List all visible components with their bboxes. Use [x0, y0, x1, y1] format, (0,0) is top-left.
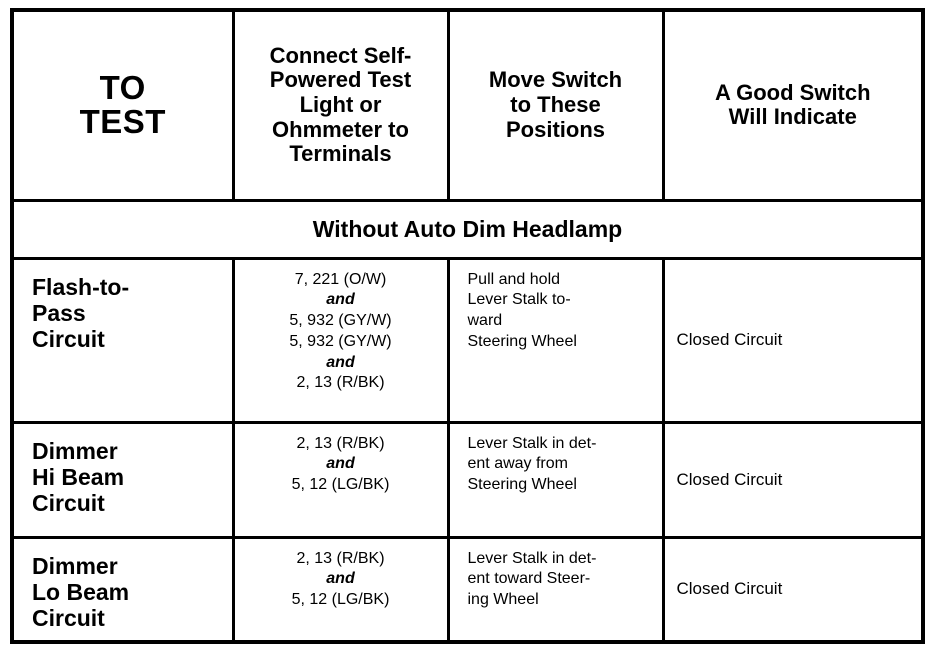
terminal-conjunction: and [326, 455, 355, 473]
header-connect-line: Ohmmeter to [272, 116, 409, 142]
terminal-line: 5, 12 (LG/BK) [291, 591, 390, 609]
switch-test-table [14, 12, 921, 640]
positions-cell [448, 422, 663, 537]
position-line: ent toward Steer- [467, 570, 591, 588]
position-line: ent away from [467, 455, 568, 473]
header-to-test-line: TEST [79, 103, 166, 141]
terminal-conjunction: and [326, 570, 355, 588]
test-name-line: Dimmer [32, 437, 118, 464]
terminal-conjunction: and [326, 291, 355, 309]
header-connect-line: Terminals [289, 141, 392, 167]
header-connect-line: Powered Test [269, 67, 412, 93]
table-row [14, 258, 921, 422]
terminal-line: 5, 12 (LG/BK) [291, 476, 390, 494]
header-connect-line: Connect Self- [269, 42, 412, 68]
header-move-line: to These [510, 91, 601, 117]
test-name-line: Circuit [32, 326, 105, 353]
terminal-line: 5, 932 (GY/W) [289, 312, 392, 330]
test-name-line: Dimmer [32, 552, 118, 579]
terminal-line: 5, 932 (GY/W) [289, 332, 392, 350]
header-connect-terminals [233, 12, 448, 200]
terminal-line: 2, 13 (R/BK) [296, 549, 385, 567]
positions-cell [448, 258, 663, 422]
section-title: Without Auto Dim Headlamp [14, 200, 921, 258]
position-line: Steering Wheel [467, 476, 577, 494]
terminal-conjunction: and [326, 353, 355, 371]
terminal-line: 2, 13 (R/BK) [296, 434, 385, 452]
header-good-line: A Good Switch [714, 79, 871, 105]
header-to-test-line: TO [99, 68, 146, 106]
position-line: Lever Stalk in det- [467, 549, 597, 567]
position-line: Lever Stalk to- [467, 291, 571, 309]
terminals-cell [233, 537, 448, 640]
test-name-line: Flash-to- [32, 273, 130, 300]
test-name-line: Circuit [32, 490, 105, 517]
position-line: Pull and hold [467, 270, 561, 288]
position-line: ing Wheel [467, 591, 539, 609]
test-name-line: Lo Beam [32, 578, 130, 605]
test-name-line: Circuit [32, 605, 105, 632]
header-move-line: Positions [505, 116, 605, 142]
switch-test-table-frame [10, 8, 925, 644]
header-good-switch [663, 12, 921, 200]
test-name-line: Pass [32, 299, 86, 326]
result-cell: Closed Circuit [663, 537, 921, 640]
table-row [14, 422, 921, 537]
header-good-line: Will Indicate [728, 104, 857, 130]
header-move-switch [448, 12, 663, 200]
position-line: Lever Stalk in det- [467, 434, 597, 452]
section-row [14, 200, 921, 258]
header-move-line: Move Switch [488, 67, 623, 93]
test-name-line: Hi Beam [32, 463, 125, 490]
result-cell: Closed Circuit [663, 422, 921, 537]
table-row [14, 537, 921, 640]
header-to-test [14, 12, 233, 200]
terminal-line: 7, 221 (O/W) [294, 270, 387, 288]
header-row [14, 12, 921, 200]
terminals-cell [233, 258, 448, 422]
test-name-cell [14, 537, 233, 640]
result-cell: Closed Circuit [663, 258, 921, 422]
position-line: ward [467, 312, 503, 330]
position-line: Steering Wheel [467, 332, 577, 350]
terminal-line: 2, 13 (R/BK) [296, 374, 385, 392]
terminals-cell [233, 422, 448, 537]
test-name-cell [14, 422, 233, 537]
header-connect-line: Light or [299, 91, 382, 117]
test-name-cell [14, 258, 233, 422]
positions-cell [448, 537, 663, 640]
